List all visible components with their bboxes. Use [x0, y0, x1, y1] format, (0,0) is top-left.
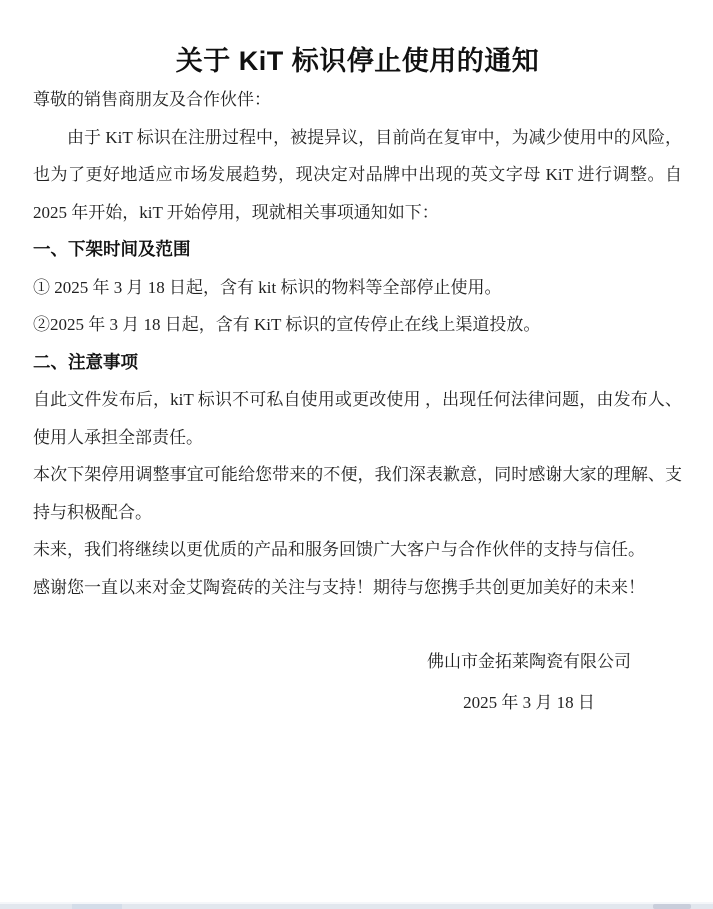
section-2-paragraph-4: 感谢您一直以来对金艾陶瓷砖的关注与支持！期待与您携手共创更加美好的未来！ — [33, 577, 645, 597]
document-body — [0, 41, 713, 721]
section-1-item-1: ① 2025 年 3 月 18 日起，含有 kit 标识的物料等全部停止使用。 — [33, 277, 502, 297]
section-2-paragraph-1: 自此文件发布后，kiT 标识不可私自使用或更改使用 ，出现任何法律问题，由发布人、使用人承担全部责任。 — [33, 390, 682, 447]
section-2-heading: 二、注意事项 — [33, 351, 138, 372]
signature-block — [376, 643, 682, 721]
intro-paragraph: 由于 KiT 标识在注册过程中，被提异议，目前尚在复审中，为减少使用中的风险，也为了更好地适应市场发展趋势，现决定对品牌中出现的英文字母 KiT 进行调整。自 2025 年开始，kiT 开始停用，现就相关事项通知如下： — [33, 127, 682, 222]
section-1-heading: 一、下架时间及范围 — [33, 239, 191, 259]
notice-title: 关于 KiT 标识停止使用的通知 — [175, 46, 540, 76]
document-page — [0, 41, 713, 909]
greeting-line: 尊敬的销售商朋友及合作伙伴： — [33, 90, 271, 109]
signature-company: 佛山市金拓莱陶瓷有限公司 — [427, 652, 631, 671]
section-2-paragraph-3: 未来，我们将继续以更优质的产品和服务回馈广大客户与合作伙伴的支持与信任。 — [33, 540, 645, 559]
section-2-paragraph-2: 本次下架停用调整事宜可能给您带来的不便，我们深表歉意，同时感谢大家的理解、支持与积极配合。 — [33, 465, 682, 522]
scrollbar-thumb[interactable] — [653, 904, 691, 909]
signature-date: 2025 年 3 月 18 日 — [463, 692, 595, 712]
section-1-item-2: ②2025 年 3 月 18 日起，含有 KiT 标识的宣传停止在线上渠道投放。 — [33, 315, 541, 334]
scrollbar-track-accent — [72, 904, 122, 909]
horizontal-scrollbar[interactable] — [0, 902, 713, 909]
